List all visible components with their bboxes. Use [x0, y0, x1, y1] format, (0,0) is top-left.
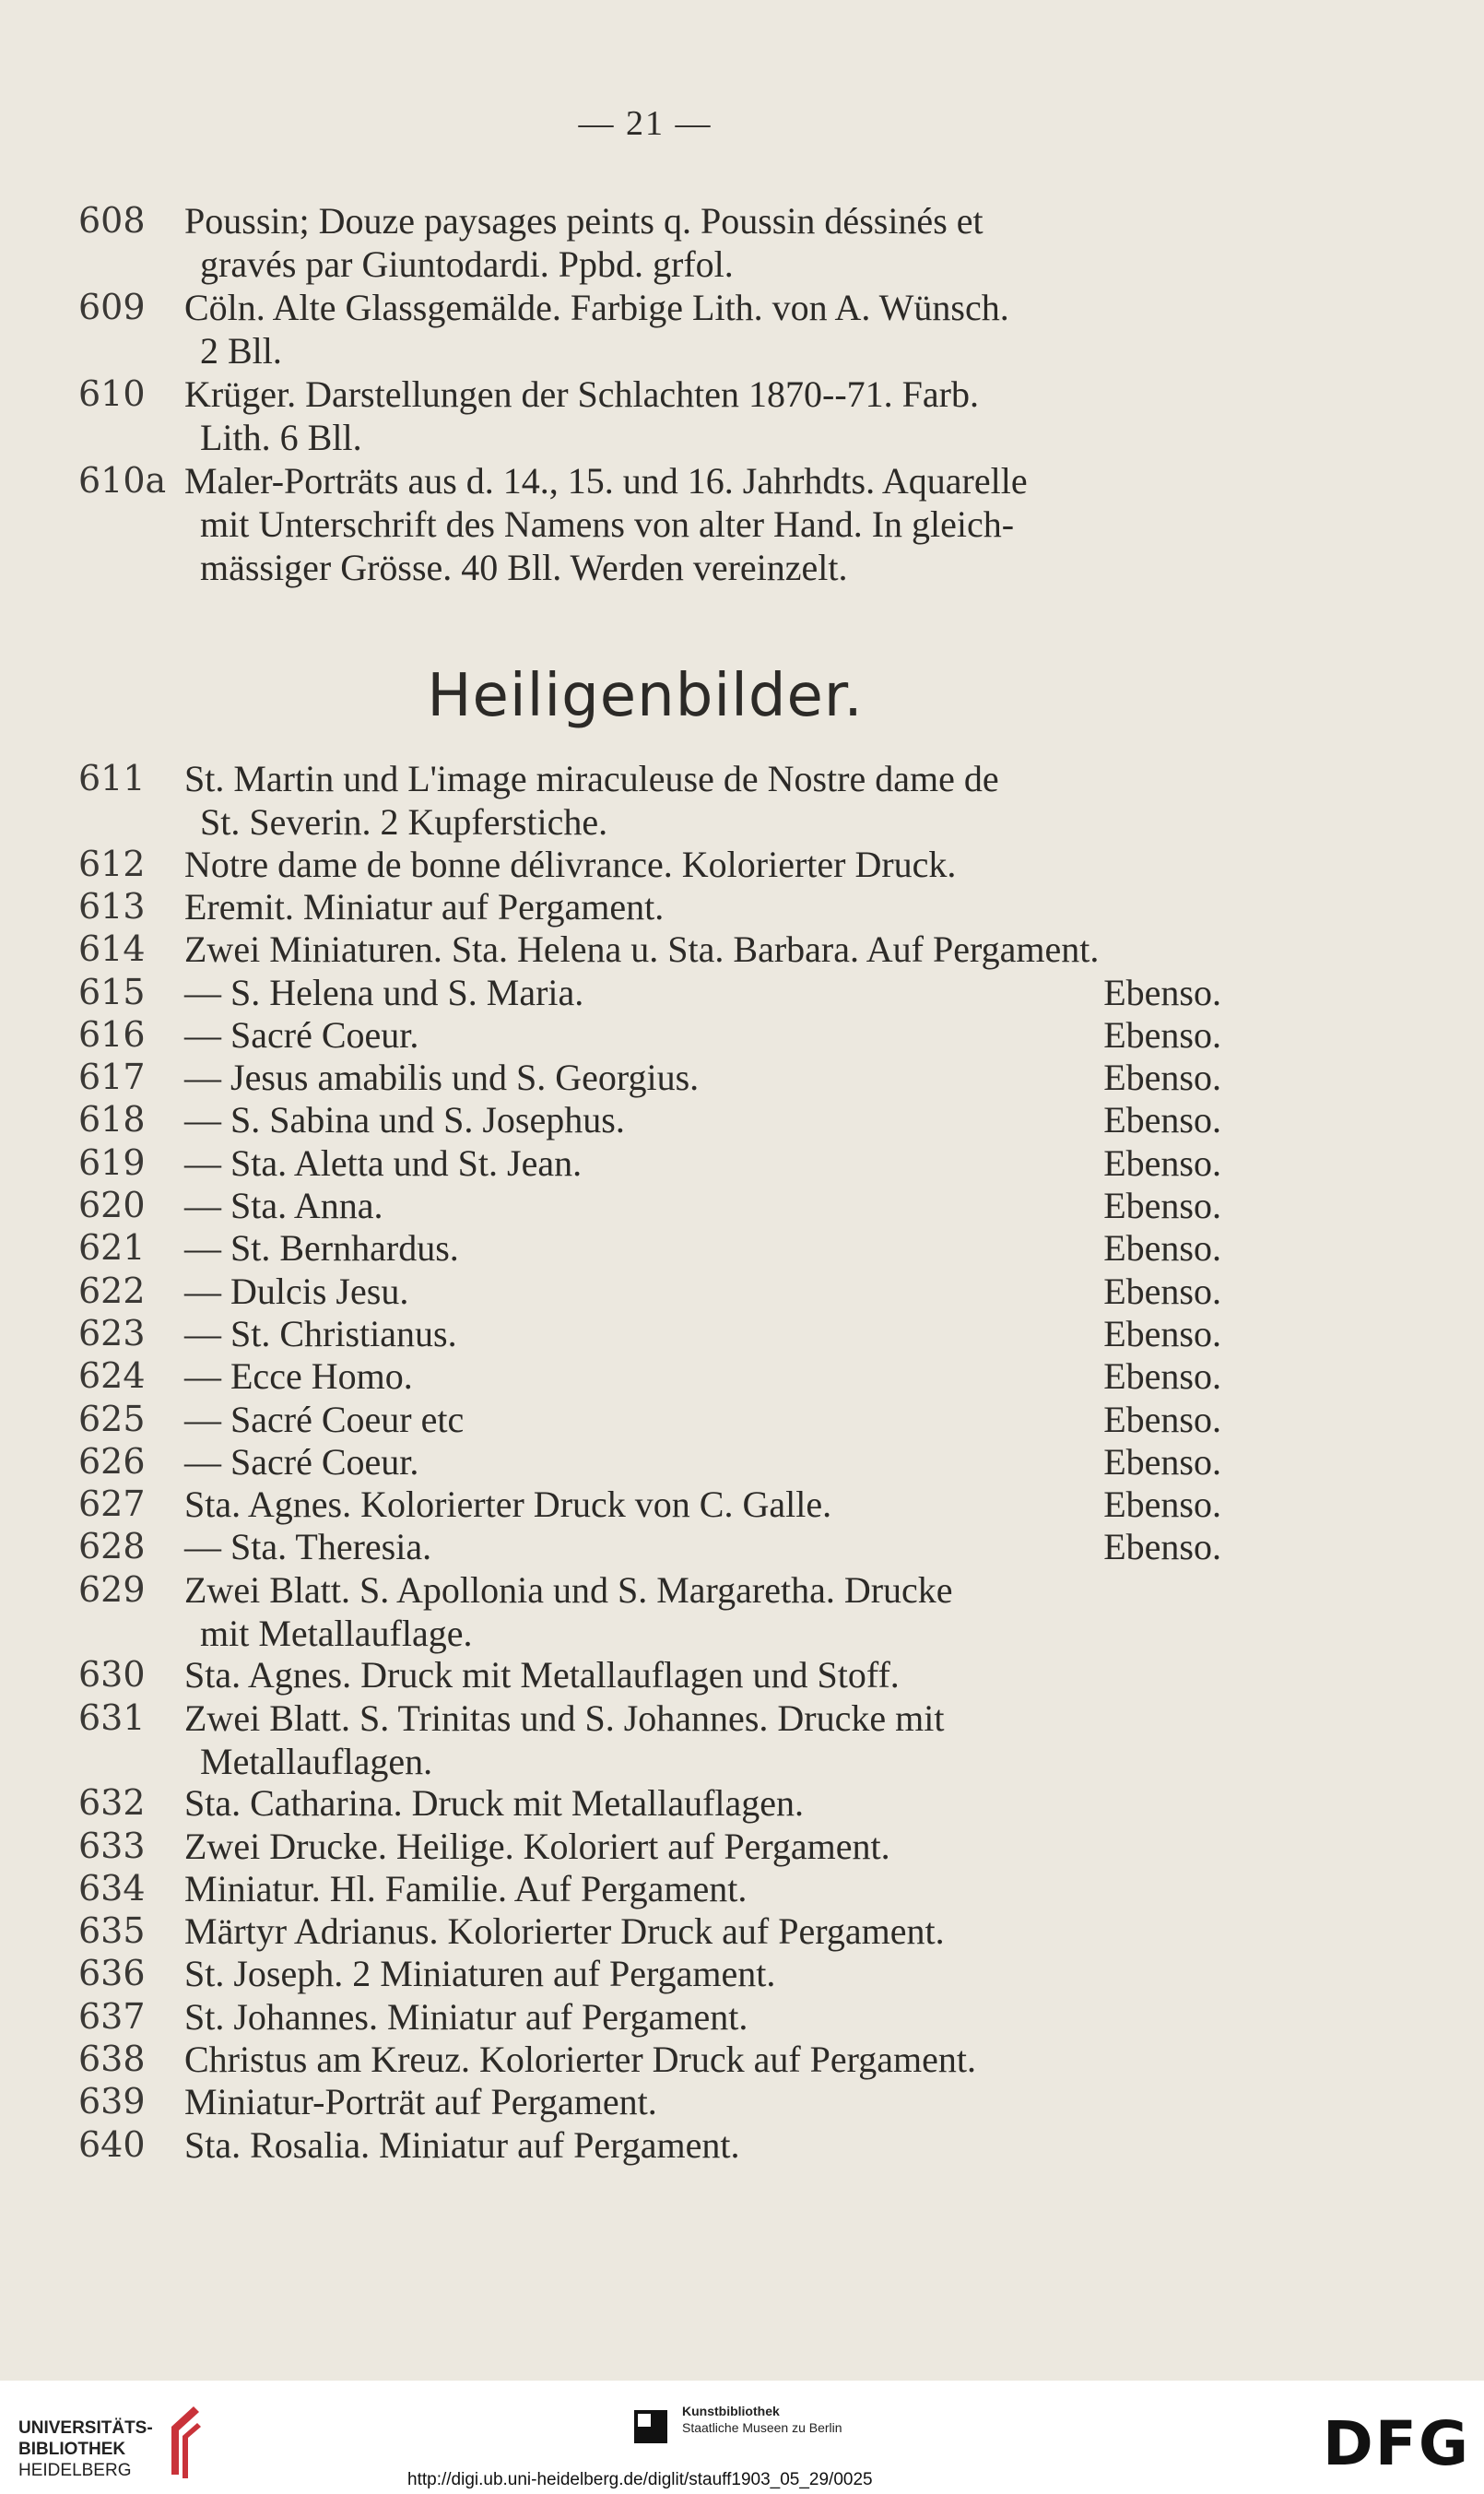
source-url-link[interactable]: http://digi.ub.uni-heidelberg.de/diglit/stauff1903_05_29/0025: [407, 2470, 873, 2489]
lot-number: 613: [78, 885, 146, 927]
lot-description-line: — Sacré Coeur.: [184, 1013, 419, 1056]
list-item: [78, 1440, 1221, 1483]
lot-description: [184, 1995, 1221, 2039]
list-item: [78, 1568, 1221, 1654]
lot-description: [184, 1867, 1221, 1910]
list-item: [78, 1184, 1221, 1226]
lot-description: [184, 1098, 1221, 1141]
lot-number: 621: [78, 1227, 146, 1269]
lot-description: [184, 1141, 1221, 1185]
lot-description: [184, 1184, 1221, 1227]
list-item: [78, 1483, 1221, 1525]
lot-description: [184, 1270, 1221, 1313]
lot-note: Ebenso.: [1103, 1099, 1221, 1141]
lot-number: 636: [78, 1953, 146, 1994]
lot-description: [184, 2038, 1221, 2081]
list-item: [78, 2123, 1221, 2166]
lot-note: Ebenso.: [1103, 1141, 1221, 1184]
lot-note: Ebenso.: [1103, 1057, 1221, 1099]
lot-description: [184, 372, 1221, 459]
lot-description: [184, 1525, 1221, 1568]
lot-description: [184, 459, 1221, 589]
lot-description-continuation: Metallauflagen.: [200, 1740, 433, 1782]
lot-description-continuation: mit Unterschrift des Namens von alter Hand. In gleich-: [200, 503, 1015, 545]
lot-description-line: Christus am Kreuz. Kolorierter Druck auf Pergament.: [184, 2039, 977, 2080]
list-item: [78, 1312, 1221, 1354]
list-item: [78, 1825, 1221, 1867]
lot-description-line: St. Martin und L'image miraculeuse de Nostre dame de: [184, 758, 999, 799]
lot-description: [184, 1653, 1221, 1696]
lot-number: 639: [78, 2081, 146, 2122]
list-item: [78, 885, 1221, 928]
lot-number: 615: [78, 971, 146, 1012]
lot-number: 625: [78, 1398, 146, 1439]
lot-description: [184, 885, 1221, 928]
lot-note: Ebenso.: [1103, 971, 1221, 1013]
lot-description-line: — St. Bernhardus.: [184, 1227, 459, 1270]
list-item: [78, 1952, 1221, 1994]
lot-description-line: Zwei Blatt. S. Trinitas und S. Johannes. Drucke mit: [184, 1696, 945, 1739]
list-item: [78, 1653, 1221, 1696]
list-item: [78, 1909, 1221, 1952]
lot-description: [184, 286, 1221, 372]
lot-description-line: Krüger. Darstellungen der Schlachten 1870--71. Farb.: [184, 373, 979, 415]
page-number: — 21 —: [578, 104, 713, 143]
list-item: [78, 1056, 1221, 1098]
uni-logo-line1: UNIVERSITÄTS-: [18, 2418, 153, 2438]
lot-description: [184, 1056, 1221, 1099]
lot-description: [184, 843, 1221, 886]
section-title: Heiligenbilder.: [427, 662, 864, 730]
lot-number: 624: [78, 1355, 146, 1397]
list-item: [78, 971, 1221, 1013]
list-item: [78, 199, 1221, 286]
list-item: [78, 843, 1221, 885]
lot-description-continuation: mit Metallauflage.: [200, 1612, 473, 1654]
lot-number: 632: [78, 1782, 146, 1824]
list-item: [78, 757, 1221, 843]
lot-description: [184, 1781, 1221, 1825]
list-item: [78, 1867, 1221, 1909]
lot-description: [184, 1440, 1221, 1483]
lot-number: 614: [78, 928, 146, 970]
lot-description-line: Miniatur-Porträt auf Pergament.: [184, 2081, 657, 2123]
lot-note: Ebenso.: [1103, 1227, 1221, 1270]
lot-description-line: Märtyr Adrianus. Kolorierter Druck auf Pergament.: [184, 1910, 945, 1953]
list-item: [78, 2080, 1221, 2122]
lot-number: 618: [78, 1099, 146, 1141]
lot-description-line: Zwei Miniaturen. Sta. Helena u. Sta. Barbara. Auf Pergament.: [184, 928, 1100, 971]
lot-number: 610a: [78, 460, 167, 501]
lot-description-line: — S. Helena und S. Maria.: [184, 971, 584, 1013]
lot-number: 638: [78, 2039, 146, 2079]
footer-bar: [0, 2381, 1484, 2494]
list-item: [78, 1781, 1221, 1824]
lot-description: [184, 1568, 1221, 1655]
list-item: [78, 1098, 1221, 1141]
kunstbibliothek-label: [682, 2403, 842, 2436]
lot-description-continuation: Lith. 6 Bll.: [200, 417, 362, 458]
lot-description-line: Maler-Porträts aus d. 14., 15. und 16. Jahrhdts. Aquarelle: [184, 460, 1028, 502]
list-item: [78, 286, 1221, 372]
lot-description-line: — Sacré Coeur.: [184, 1440, 419, 1483]
lot-number: 623: [78, 1312, 146, 1353]
kb-label-line2: Staatliche Museen zu Berlin: [682, 2420, 842, 2435]
university-library-logo[interactable]: [18, 2417, 153, 2481]
uni-logo-line3: HEIDELBERG: [18, 2461, 132, 2480]
list-item: [78, 2038, 1221, 2080]
lot-number: 633: [78, 1825, 146, 1866]
list-item: [78, 459, 1221, 589]
lot-note: Ebenso.: [1103, 1185, 1221, 1226]
lot-description-line: — Sta. Theresia.: [184, 1526, 432, 1568]
lot-number: 637: [78, 1995, 146, 2037]
lot-description: [184, 928, 1221, 971]
list-item: [78, 1270, 1221, 1312]
list-item: [78, 1226, 1221, 1269]
lot-description-line: Zwei Blatt. S. Apollonia und S. Margaretha. Drucke: [184, 1568, 953, 1611]
lot-description-line: Notre dame de bonne délivrance. Kolorierter Druck.: [184, 843, 957, 885]
lot-description-line: St. Joseph. 2 Miniaturen auf Pergament.: [184, 1953, 776, 1995]
lot-description: [184, 2080, 1221, 2123]
lot-description: [184, 199, 1221, 286]
lot-note: Ebenso.: [1103, 1440, 1221, 1483]
lot-description-line: — Sta. Aletta und St. Jean.: [184, 1141, 583, 1184]
lot-number: 616: [78, 1013, 146, 1055]
lot-number: 628: [78, 1526, 146, 1567]
lot-number: 640: [78, 2123, 146, 2165]
lot-description-line: — Ecce Homo.: [184, 1355, 413, 1398]
dfg-logo: DFG: [1323, 2408, 1471, 2479]
lot-description-continuation: gravés par Giuntodardi. Ppbd. grfol.: [200, 243, 734, 285]
lot-description: [184, 1312, 1221, 1355]
lot-note: Ebenso.: [1103, 1355, 1221, 1398]
lot-description: [184, 1398, 1221, 1441]
lot-note: Ebenso.: [1103, 1312, 1221, 1354]
lot-description-line: — Sacré Coeur etc: [184, 1398, 465, 1440]
lot-number: 622: [78, 1270, 146, 1311]
lot-description: [184, 1952, 1221, 1995]
lot-description-line: Miniatur. Hl. Familie. Auf Pergament.: [184, 1867, 748, 1909]
lot-number: 608: [78, 200, 146, 241]
lot-number: 611: [78, 758, 146, 798]
lot-number: 610: [78, 373, 146, 414]
university-library-mark-icon: [166, 2399, 203, 2482]
kb-label-line1: Kunstbibliothek: [682, 2404, 780, 2418]
lot-number: 635: [78, 1910, 146, 1952]
lot-description-continuation: 2 Bll.: [200, 330, 282, 372]
lot-note: Ebenso.: [1103, 1483, 1221, 1526]
list-item: [78, 1398, 1221, 1440]
lot-description-line: Sta. Catharina. Druck mit Metallauflagen.: [184, 1782, 805, 1825]
lot-description: [184, 1226, 1221, 1270]
lot-number: 626: [78, 1440, 146, 1482]
lot-number: 617: [78, 1057, 146, 1098]
lot-description: [184, 1354, 1221, 1398]
lot-description-continuation: mässiger Grösse. 40 Bll. Werden vereinzelt.: [200, 547, 848, 588]
lot-number: 619: [78, 1141, 146, 1183]
lot-number: 629: [78, 1568, 146, 1610]
lot-description-line: — Jesus amabilis und S. Georgius.: [184, 1057, 700, 1099]
lot-description-line: Zwei Drucke. Heilige. Koloriert auf Pergament.: [184, 1825, 890, 1867]
lot-description-line: Poussin; Douze paysages peints q. Poussin déssinés et: [184, 200, 983, 242]
lot-description-continuation: St. Severin. 2 Kupferstiche.: [200, 801, 608, 843]
lot-note: Ebenso.: [1103, 1270, 1221, 1312]
uni-logo-line2: BIBLIOTHEK: [18, 2440, 126, 2459]
kunstbibliothek-logo-icon: [634, 2410, 667, 2443]
list-item: [78, 1995, 1221, 2038]
list-item: [78, 1525, 1221, 1567]
lot-description: [184, 1825, 1221, 1868]
lot-number: 630: [78, 1654, 146, 1696]
lot-note: Ebenso.: [1103, 1526, 1221, 1568]
list-item: [78, 928, 1221, 970]
lot-description: [184, 1909, 1221, 1953]
lot-description-line: — Sta. Anna.: [184, 1185, 383, 1226]
lot-description-line: Sta. Agnes. Druck mit Metallauflagen und Stoff.: [184, 1654, 900, 1696]
lot-number: 620: [78, 1185, 146, 1225]
lot-note: Ebenso.: [1103, 1013, 1221, 1056]
lot-description-line: — Dulcis Jesu.: [184, 1270, 409, 1312]
lot-description: [184, 2123, 1221, 2167]
lot-description-line: — S. Sabina und S. Josephus.: [184, 1099, 625, 1141]
lot-number: 609: [78, 287, 146, 327]
list-item: [78, 1013, 1221, 1056]
list-item: [78, 372, 1221, 459]
lot-number: 631: [78, 1696, 146, 1738]
lot-description-line: St. Johannes. Miniatur auf Pergament.: [184, 1995, 748, 2038]
lot-description: [184, 1483, 1221, 1526]
lot-description-line: Sta. Agnes. Kolorierter Druck von C. Galle.: [184, 1483, 832, 1526]
list-item: [78, 1696, 1221, 1782]
lot-description-line: Cöln. Alte Glassgemälde. Farbige Lith. von A. Wünsch.: [184, 287, 1009, 328]
lot-description: [184, 971, 1221, 1014]
lot-description-line: Sta. Rosalia. Miniatur auf Pergament.: [184, 2123, 740, 2166]
list-item: [78, 1354, 1221, 1397]
lot-note: Ebenso.: [1103, 1398, 1221, 1440]
lot-description: [184, 757, 1221, 844]
lot-number: 634: [78, 1867, 146, 1909]
list-item: [78, 1141, 1221, 1184]
lot-description: [184, 1013, 1221, 1057]
lot-number: 627: [78, 1483, 146, 1525]
lot-description: [184, 1696, 1221, 1783]
lot-description-line: Eremit. Miniatur auf Pergament.: [184, 885, 665, 928]
lot-number: 612: [78, 843, 146, 884]
lot-description-line: — St. Christianus.: [184, 1312, 457, 1354]
